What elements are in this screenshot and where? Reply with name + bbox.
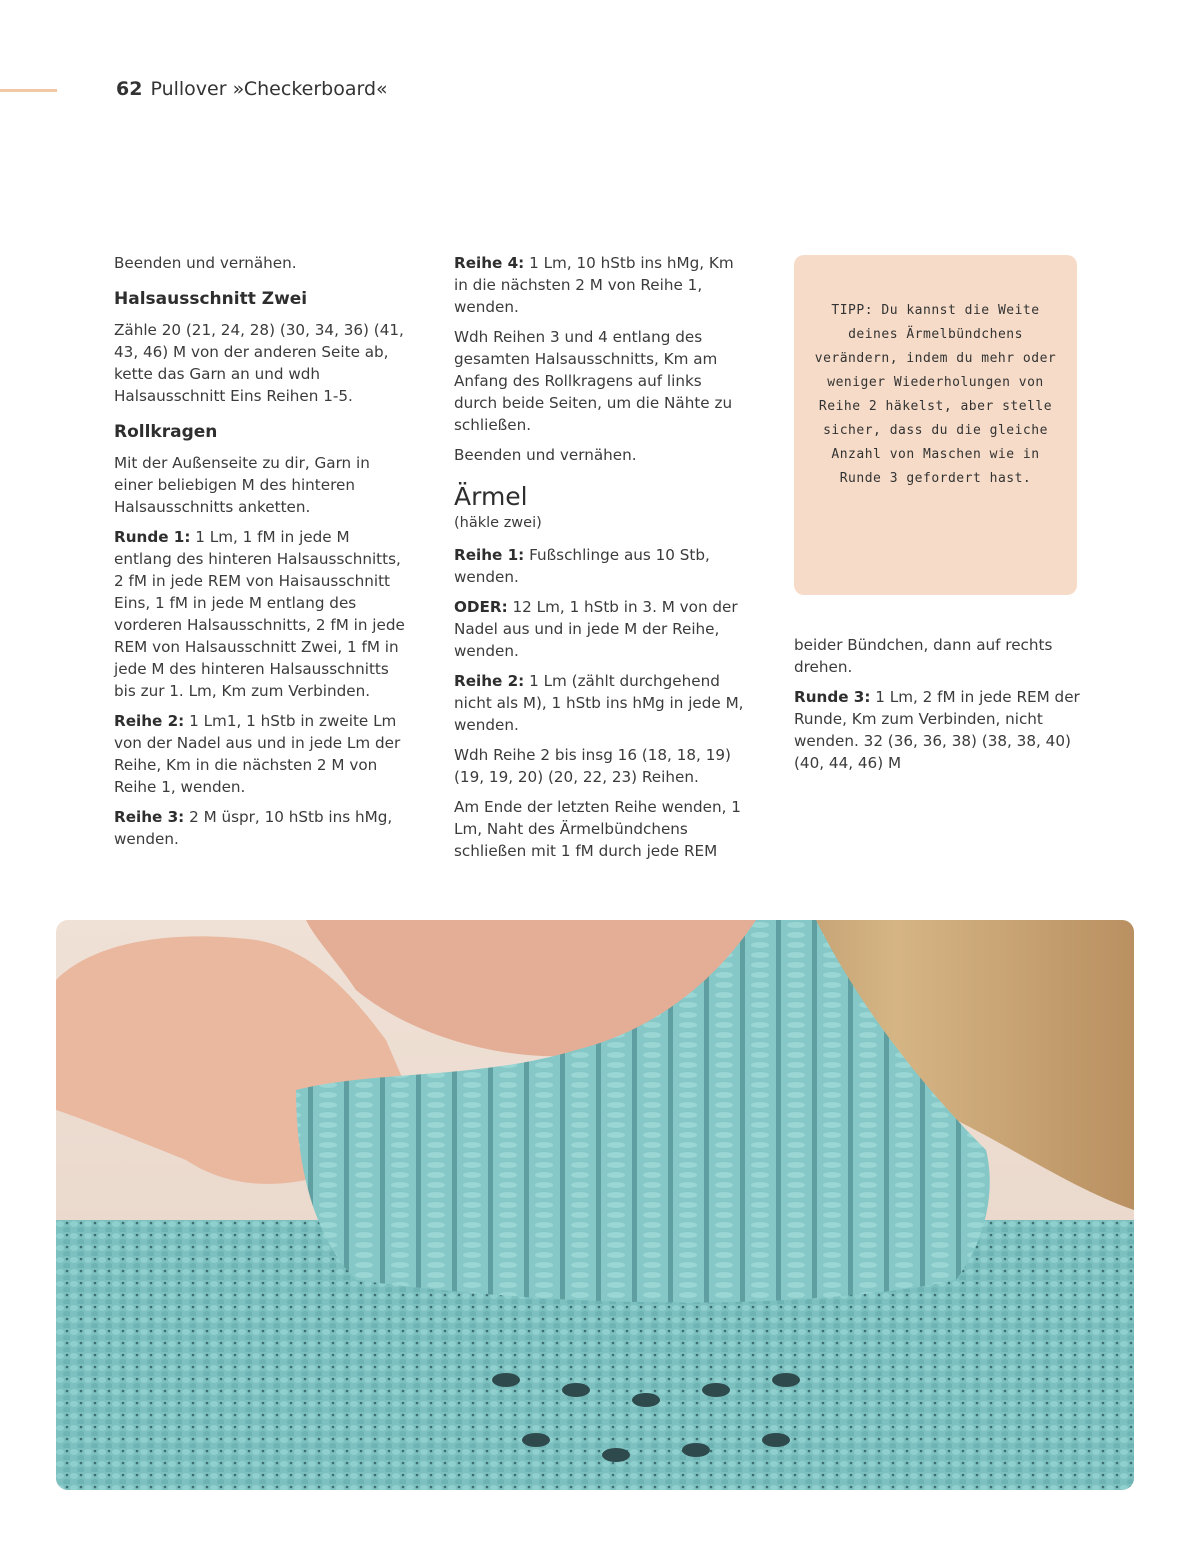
instruction-reihe-2 bbox=[454, 670, 748, 736]
step-label: Runde 1: bbox=[114, 528, 191, 546]
text-column-2 bbox=[454, 252, 748, 870]
heading-halsausschnitt-zwei: Halsausschnitt Zwei bbox=[114, 289, 308, 309]
step-label: Reihe 3: bbox=[114, 808, 185, 826]
instruction-reihe-1 bbox=[454, 544, 748, 588]
instruction-runde-1 bbox=[114, 526, 410, 702]
paragraph: Mit der Außenseite zu dir, Garn in einer beliebigen M des hinteren Halsausschnitts anketten. bbox=[114, 454, 370, 516]
step-text: 1 Lm, 2 fM in jede REM der Runde, Km zum Verbinden, nicht wenden. 32 (36, 36, 38) (38, 38, 40) (40, 44, 46) M bbox=[794, 688, 1080, 772]
heading-rollkragen: Rollkragen bbox=[114, 422, 218, 442]
paragraph: Beenden und vernähen. bbox=[114, 254, 297, 272]
step-text: 1 Lm1, 1 hStb in zweite Lm von der Nadel aus und in jede Lm der Reihe, Km in die nächsten 2 M von Reihe 1, wenden. bbox=[114, 712, 401, 796]
step-label: Reihe 2: bbox=[114, 712, 185, 730]
instruction-reihe-4 bbox=[454, 252, 748, 318]
step-label: ODER: bbox=[454, 598, 508, 616]
step-text: 12 Lm, 1 hStb in 3. M von der Nadel aus und in jede M der Reihe, wenden. bbox=[454, 598, 738, 660]
step-text: Fußschlinge aus 10 Stb, wenden. bbox=[454, 546, 710, 586]
paragraph: Am Ende der letzten Reihe wenden, 1 Lm, Naht des Ärmelbündchens schließen mit 1 fM durch jede REM bbox=[454, 798, 741, 860]
tip-text: TIPP: Du kannst die Weite deines Ärmelbündchens verändern, indem du mehr oder weniger Wiederholungen von Reihe 2 häkelst, aber stelle sicher, dass du die gleiche Anzahl von Maschen wie in Runde 3 gefordert hast. bbox=[814, 303, 1057, 486]
instruction-oder bbox=[454, 596, 748, 662]
sweater-photo bbox=[56, 920, 1134, 1490]
paragraph: beider Bündchen, dann auf rechts drehen. bbox=[794, 636, 1053, 676]
step-text: 1 Lm (zählt durchgehend nicht als M), 1 hStb ins hMg in jede M, wenden. bbox=[454, 672, 744, 734]
tip-box bbox=[794, 255, 1077, 595]
text-column-3 bbox=[794, 634, 1084, 782]
text-column-1 bbox=[114, 252, 410, 858]
paragraph: Wdh Reihen 3 und 4 entlang des gesamten Halsausschnitts, Km am Anfang des Rollkragens auf links durch beide Seiten, um die Nähte zu schließen. bbox=[454, 328, 733, 434]
paragraph: Wdh Reihe 2 bis insg 16 (18, 18, 19) (19, 19, 20) (20, 22, 23) Reihen. bbox=[454, 746, 731, 786]
step-label: Runde 3: bbox=[794, 688, 871, 706]
step-text: 2 M üspr, 10 hStb ins hMg, wenden. bbox=[114, 808, 393, 848]
step-text: 1 Lm, 1 fM in jede M entlang des hinteren Halsausschnitts, 2 fM in jede REM von Haisausschnitt Eins, 1 fM in jede M entlang des vorderen Halsausschnitts, 2 fM in jede REM von Halsausschnitt Zwei, 1 fM in jede M des hinteren Halsausschnitts bis zur 1. Lm, Km zum Verbinden. bbox=[114, 528, 405, 700]
step-text: 1 Lm, 10 hStb ins hMg, Km in die nächsten 2 M von Reihe 1, wenden. bbox=[454, 254, 734, 316]
heading-aermel: Ärmel bbox=[454, 482, 528, 511]
page-header bbox=[116, 78, 388, 100]
paragraph: Beenden und vernähen. bbox=[454, 446, 637, 464]
paragraph: Zähle 20 (21, 24, 28) (30, 34, 36) (41, 43, 46) M von der anderen Seite ab, kette das Garn an und wdh Halsausschnitt Eins Reihen 1-5. bbox=[114, 321, 404, 405]
photo-illustration bbox=[56, 920, 1134, 1490]
step-label: Reihe 4: bbox=[454, 254, 525, 272]
page-title: Pullover »Checkerboard« bbox=[150, 78, 388, 100]
page-number: 62 bbox=[116, 78, 143, 100]
accent-line bbox=[0, 89, 57, 92]
instruction-reihe-3 bbox=[114, 806, 410, 850]
step-label: Reihe 2: bbox=[454, 672, 525, 690]
instruction-reihe-2 bbox=[114, 710, 410, 798]
instruction-runde-3 bbox=[794, 686, 1084, 774]
step-label: Reihe 1: bbox=[454, 546, 525, 564]
subheading: (häkle zwei) bbox=[454, 515, 542, 531]
